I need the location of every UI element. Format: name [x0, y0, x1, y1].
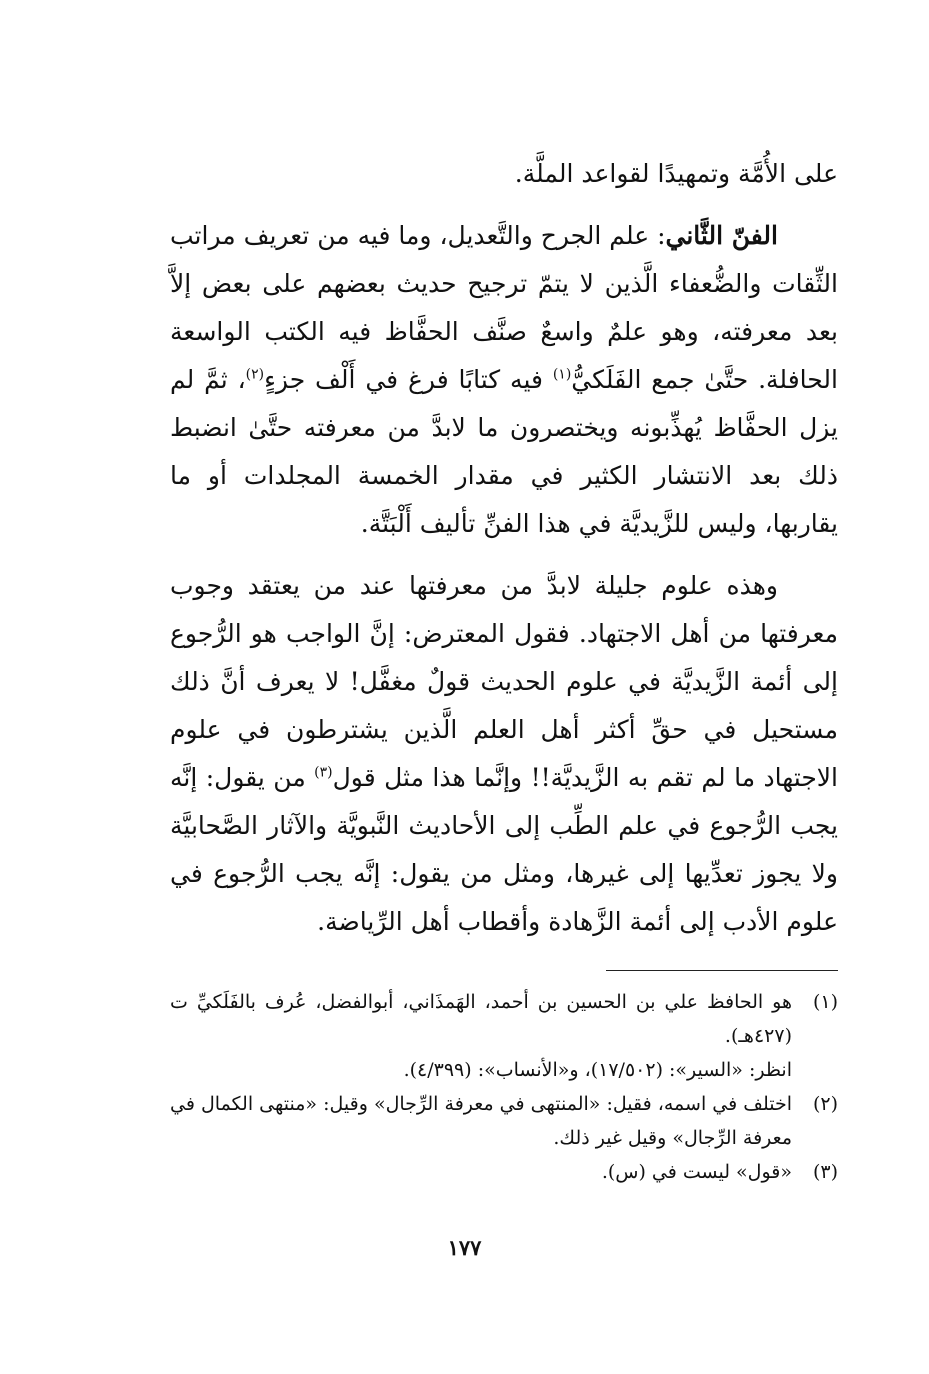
paragraph-text: وهذه علوم جليلة لابدَّ من معرفتها عند من يعتقد وجوب معرفتها من أهل الاجتهاد. فقول المعترض: إنَّ الواجب هو الرُّجوع إلى أئمة الزَّيديَّة في علوم الحديث قولٌ مغفَّل! لا يعرف أنَّ ذلك مستحيل في حقِّ أكثر أهل العلم الَّذين يشترطون في علوم الاجتهاد ما لم تقم به الزَّيديَّة!! وإنَّما هذا مثل قول	[170, 571, 838, 792]
footnote-body	[170, 1155, 792, 1189]
paragraph-text: على الأُمَّة وتمهيدًا لقواعد الملَّة.	[514, 159, 838, 188]
book-page	[170, 150, 838, 1189]
footnote-3	[170, 1155, 838, 1189]
footnotes	[170, 985, 838, 1189]
footnote-ref-2[interactable]: (٢)	[245, 366, 265, 383]
paragraph-sciences	[170, 562, 838, 946]
footnote-2	[170, 1087, 838, 1155]
section-lead: الفنّ الثَّاني	[665, 221, 778, 250]
footnote-number: (٣)	[812, 1161, 838, 1183]
footnote-body	[170, 1087, 792, 1155]
main-text	[170, 150, 838, 946]
footnote-number: (٢)	[812, 1093, 838, 1115]
page-number: ١٧٧	[447, 1235, 482, 1260]
footnote-ref-3[interactable]: (٣)	[314, 764, 333, 781]
paragraph-continuation	[170, 150, 838, 198]
paragraph-text: ، ثمَّ لم يزل الحفَّاظ يُهذِّبونه ويختصرون ما لابدَّ من معرفته حتَّىٰ انضبط ذلك بعد الانتشار الكثير في مقدار الخمسة المجلدات أو ما يقاربها، وليس للزَّيديَّة في هذا الفنِّ تأليف أَلْبَتَّة.	[170, 365, 838, 538]
footnote-1	[170, 985, 838, 1087]
paragraph-text: فيه كتابًا فرغ في أَلْف جزءٍ	[264, 365, 553, 394]
footnote-ref-1[interactable]: (١)	[552, 366, 572, 383]
footnote-divider	[606, 970, 838, 971]
footnote-text: «قول» ليست في (س).	[601, 1161, 792, 1183]
paragraph-text: : علم الجرح والتَّعديل، وما فيه من تعريف مراتب الثِّقات والضُّعفاء الَّذين لا يتمّ ترجيح حديث بعضهم على بعض إلاَّ بعد معرفته، وهو علمٌ واسعٌ صنَّف الحفَّاظ فيه الكتب الواسعة الحافلة. حتَّىٰ جمع الفَلَكيُّ	[170, 221, 838, 394]
paragraph-second-art	[170, 212, 838, 548]
footnote-text: هو الحافظ علي بن الحسين بن أحمد، الهَمذَاني، أبوالفضل، عُرف بالفَلَكيِّ ت (٤٢٧هـ).	[170, 991, 792, 1047]
footnote-text: اختلف في اسمه، فقيل: «المنتهى في معرفة الرِّجال» وقيل: «منتهى الكمال في معرفة الرِّجال» وقيل غير ذلك.	[170, 1093, 792, 1149]
paragraph-text: من يقول: إنَّه يجب الرُّجوع في علم الطِّب إلى الأحاديث النَّبويَّة والآثار الصَّحابيَّة ولا يجوز تعدِّيها إلى غيرها، ومثل من يقول: إنَّه يجب الرُّجوع في علوم الأدب إلى أئمة الزَّهادة وأقطاب أهل الرِّياضة.	[170, 763, 838, 936]
footnote-body	[170, 985, 792, 1087]
footnote-reference: انظر: «السير»: (١٧/٥٠٢)، و«الأنساب»: (٤/٣٩٩).	[403, 1059, 792, 1081]
footnote-number: (١)	[812, 991, 838, 1013]
